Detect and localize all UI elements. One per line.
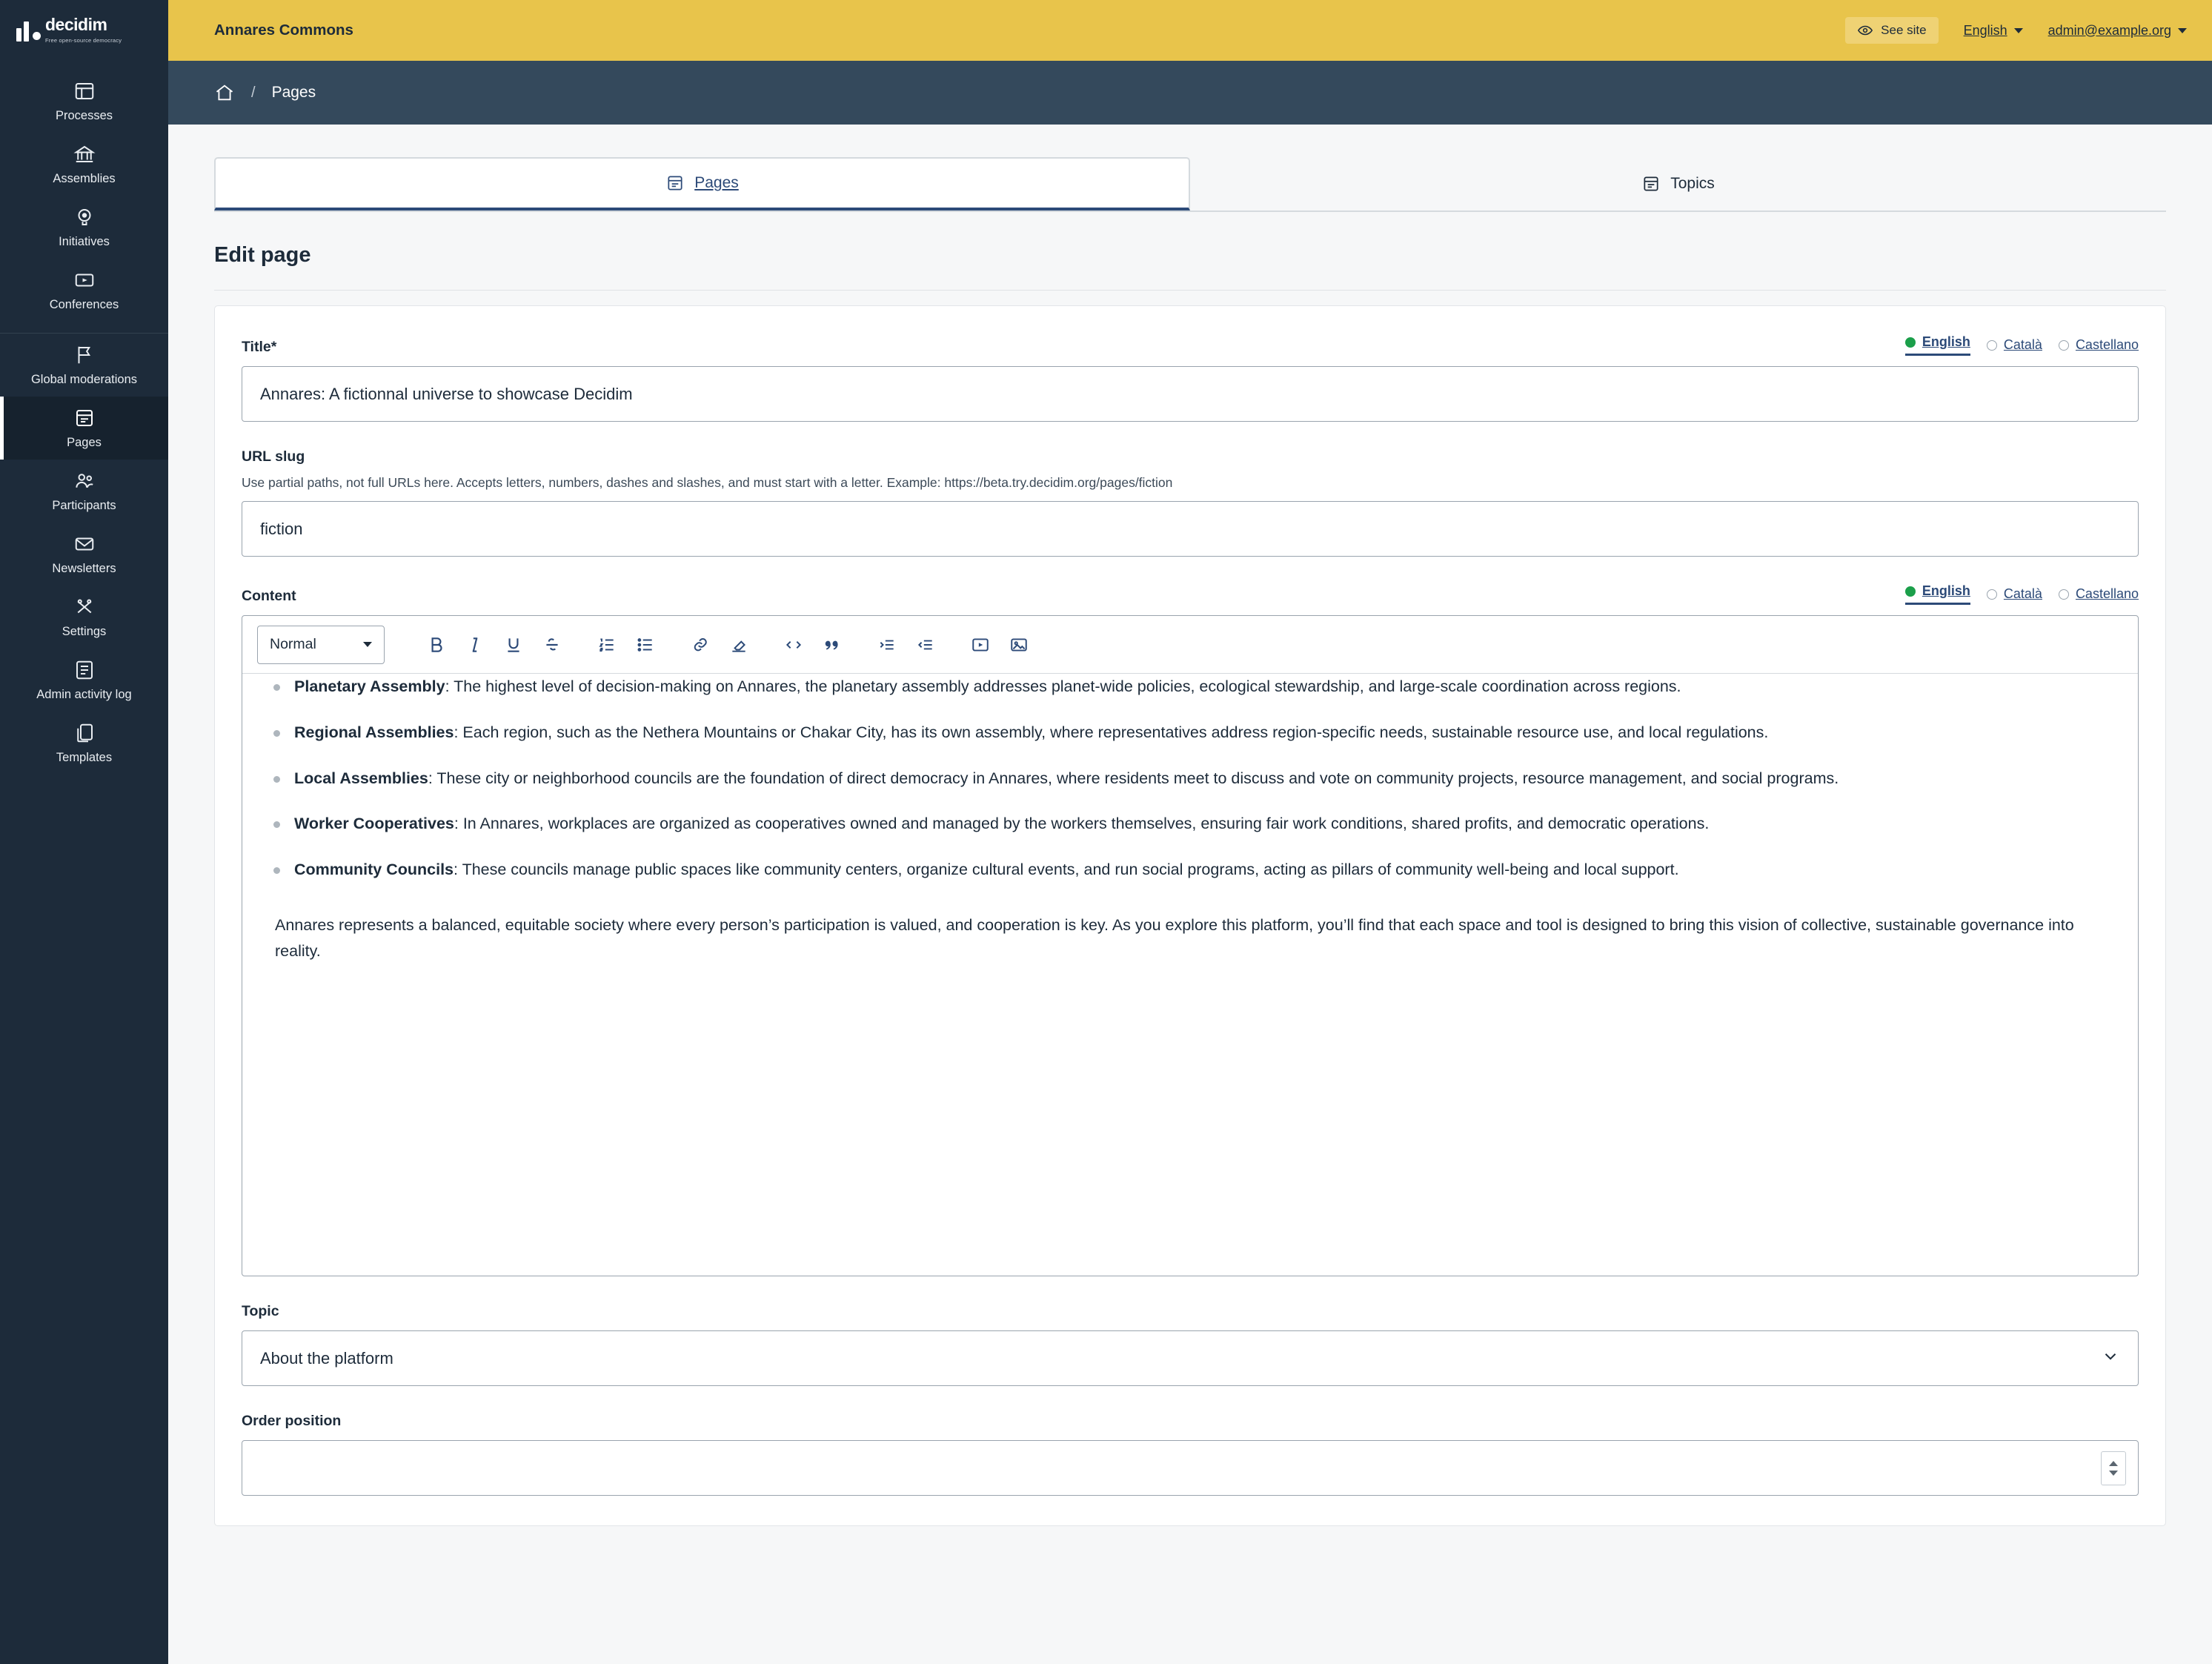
sidebar-item-label: Settings bbox=[62, 625, 107, 639]
decidim-logo[interactable] bbox=[0, 0, 168, 61]
templates-icon bbox=[73, 722, 96, 744]
bullet-list-button[interactable] bbox=[626, 626, 665, 664]
decidim-logo-mark bbox=[16, 19, 41, 42]
logo-tagline: Free open-source democracy bbox=[45, 36, 122, 44]
paragraph-style-select[interactable] bbox=[257, 626, 385, 664]
list-item-term: Regional Assemblies bbox=[294, 723, 454, 741]
chevron-down-icon bbox=[2178, 28, 2187, 33]
stepper-up-icon bbox=[2109, 1461, 2118, 1466]
sidebar-item-pages[interactable] bbox=[0, 397, 168, 460]
see-site-label: See site bbox=[1881, 23, 1927, 37]
link-button[interactable] bbox=[681, 626, 720, 664]
logo-name: decidim bbox=[45, 14, 107, 34]
list-item-term: Local Assemblies bbox=[294, 769, 428, 787]
insert-image-button[interactable] bbox=[1000, 626, 1038, 664]
tab-label: Topics bbox=[1670, 175, 1715, 192]
topic-select-value: About the platform bbox=[260, 1348, 393, 1368]
participants-icon bbox=[73, 470, 96, 492]
bold-button[interactable] bbox=[417, 626, 456, 664]
flag-icon bbox=[73, 344, 96, 366]
locale-radio-icon bbox=[1987, 340, 1997, 351]
blockquote-icon bbox=[823, 635, 842, 654]
locale-tab-catala[interactable] bbox=[1987, 337, 2042, 353]
locale-radio-icon bbox=[1987, 589, 1997, 600]
ordered-list-button[interactable] bbox=[588, 626, 626, 664]
locale-radio-icon bbox=[2059, 589, 2069, 600]
italic-icon bbox=[465, 635, 485, 654]
list-item-text: : These city or neighborhood councils are the foundation of direct democracy in Annares, where residents meet to discuss and vote on community projects, resource management, and social programs. bbox=[428, 769, 1839, 787]
slug-helper-text: Use partial paths, not full URLs here. Accepts letters, numbers, dashes and slashes, and must start with a letter. Example: https://beta.try.decidim.org/pages/fiction bbox=[242, 475, 1173, 490]
list-item-term: Community Councils bbox=[294, 861, 454, 879]
content-label: Content bbox=[242, 588, 296, 604]
slug-label: URL slug bbox=[242, 448, 305, 465]
editor-content[interactable] bbox=[242, 674, 2138, 1276]
assemblies-icon bbox=[73, 143, 96, 165]
list-item bbox=[260, 720, 2120, 746]
breadcrumb-current: Pages bbox=[271, 84, 316, 101]
locale-label: Català bbox=[2003, 586, 2042, 601]
paragraph-style-value: Normal bbox=[270, 636, 316, 652]
editor-toolbar bbox=[242, 616, 2138, 674]
sidebar-item-conferences[interactable] bbox=[0, 259, 168, 322]
rich-text-editor bbox=[242, 615, 2139, 1276]
topic-select[interactable] bbox=[242, 1330, 2139, 1386]
sidebar-item-label: Participants bbox=[52, 498, 116, 512]
topic-label: Topic bbox=[242, 1303, 279, 1319]
conferences-icon bbox=[73, 269, 96, 291]
list-item-text: : Each region, such as the Nethera Mountains or Chakar City, has its own assembly, where representatives address region-specific needs, sustainable resource use, and local regulations. bbox=[454, 723, 1769, 741]
content-area bbox=[168, 125, 2212, 1664]
code-icon bbox=[784, 635, 803, 654]
breadcrumb bbox=[168, 61, 2212, 125]
slug-input-value: fiction bbox=[260, 519, 303, 538]
decidim-logo-text bbox=[45, 16, 122, 45]
bold-icon bbox=[427, 635, 446, 654]
list-item-text: : In Annares, workplaces are organized as cooperatives owned and managed by the workers themselves, ensuring fair work conditions, shared profits, and democratic operations. bbox=[454, 815, 1710, 833]
list-item-text: : These councils manage public spaces like community centers, organize cultural events, and run social programs, acting as pillars of community well-being and local support. bbox=[454, 861, 1679, 879]
sidebar bbox=[0, 0, 168, 1664]
page-icon bbox=[665, 173, 685, 193]
topic-icon bbox=[1641, 174, 1661, 193]
sidebar-item-participants[interactable] bbox=[0, 460, 168, 523]
settings-icon bbox=[73, 596, 96, 618]
see-site-button[interactable] bbox=[1845, 17, 1938, 44]
clear-format-button[interactable] bbox=[720, 626, 758, 664]
sidebar-item-label: Initiatives bbox=[59, 235, 110, 249]
sidebar-item-label: Conferences bbox=[49, 298, 119, 312]
list-item-text: : The highest level of decision-making on Annares, the planetary assembly addresses planet-wide policies, ecological stewardship, and large-scale coordination across regions. bbox=[445, 677, 1681, 695]
content-locale-tabs bbox=[1905, 583, 2139, 605]
video-icon bbox=[971, 635, 990, 654]
ordered-list-icon bbox=[597, 635, 617, 654]
content-field-header bbox=[242, 583, 2139, 605]
locale-label: English bbox=[1922, 583, 1970, 598]
newsletter-icon bbox=[73, 533, 96, 555]
language-selector[interactable] bbox=[1964, 23, 2023, 39]
editor-bullet-list bbox=[260, 674, 2120, 883]
locale-label: English bbox=[1922, 334, 1970, 349]
sidebar-item-label: Global moderations bbox=[30, 372, 138, 386]
list-item bbox=[260, 766, 2120, 792]
sidebar-item-processes[interactable] bbox=[0, 70, 168, 133]
locale-tab-english[interactable] bbox=[1905, 334, 1970, 356]
list-item bbox=[260, 811, 2120, 837]
topbar bbox=[168, 0, 2212, 61]
editor-closing-paragraph: Annares represents a balanced, equitable society where every person’s participation is valued, and cooperation is key. As you explore this platform, you’ll find that each space and tool is designed to bring this vision of collective, sustainable governance into reality. bbox=[275, 916, 2074, 960]
list-item-term: Planetary Assembly bbox=[294, 677, 445, 695]
user-email: admin@example.org bbox=[2047, 22, 2171, 38]
slug-input[interactable] bbox=[242, 501, 2139, 557]
italic-button[interactable] bbox=[456, 626, 494, 664]
code-button[interactable] bbox=[774, 626, 813, 664]
sidebar-nav bbox=[0, 61, 168, 775]
tab-pages[interactable] bbox=[214, 157, 1190, 211]
sidebar-item-admin-activity-log[interactable] bbox=[0, 649, 168, 712]
sidebar-item-templates[interactable] bbox=[0, 712, 168, 775]
title-field-header bbox=[242, 334, 2139, 356]
edit-page-form bbox=[214, 305, 2166, 1526]
locale-tab-english[interactable] bbox=[1905, 583, 1970, 605]
stepper-down-icon bbox=[2109, 1471, 2118, 1476]
locale-label: Castellano bbox=[2075, 586, 2139, 601]
chevron-down-icon bbox=[2014, 28, 2023, 33]
tab-label: Pages bbox=[694, 174, 739, 191]
organization-title: Annares Commons bbox=[214, 21, 353, 39]
sidebar-item-assemblies[interactable] bbox=[0, 133, 168, 196]
title-input[interactable] bbox=[242, 366, 2139, 422]
sidebar-item-label: Templates bbox=[56, 751, 113, 765]
locale-tab-catala[interactable] bbox=[1987, 586, 2042, 602]
strikethrough-icon bbox=[542, 635, 562, 654]
clear-format-icon bbox=[729, 635, 748, 654]
eye-icon bbox=[1857, 22, 1873, 39]
sidebar-item-label: Admin activity log bbox=[36, 688, 132, 702]
main-column bbox=[168, 0, 2212, 1664]
sidebar-item-global-moderations[interactable] bbox=[0, 334, 168, 397]
sidebar-item-initiatives[interactable] bbox=[0, 196, 168, 259]
sidebar-item-label: Pages bbox=[67, 435, 102, 449]
link-icon bbox=[691, 635, 710, 654]
number-stepper[interactable] bbox=[2101, 1451, 2126, 1485]
list-item bbox=[260, 857, 2120, 883]
activity-log-icon bbox=[73, 659, 96, 681]
initiatives-icon bbox=[73, 206, 96, 228]
locale-tab-castellano[interactable] bbox=[2059, 586, 2139, 602]
indent-button[interactable] bbox=[868, 626, 906, 664]
chevron-down-icon bbox=[2101, 1347, 2120, 1370]
sidebar-item-label: Processes bbox=[55, 109, 113, 122]
user-menu[interactable] bbox=[2048, 23, 2187, 39]
outdent-icon bbox=[916, 635, 935, 654]
sidebar-item-newsletters[interactable] bbox=[0, 523, 168, 586]
title-input-value: Annares: A fictionnal universe to showcase Decidim bbox=[260, 384, 633, 403]
order-position-label: Order position bbox=[242, 1413, 342, 1429]
outdent-button[interactable] bbox=[906, 626, 945, 664]
list-item-term: Worker Cooperatives bbox=[294, 815, 454, 833]
locale-radio-icon bbox=[1905, 586, 1916, 597]
pages-icon bbox=[73, 407, 96, 429]
home-icon[interactable] bbox=[214, 82, 235, 103]
bullet-list-icon bbox=[636, 635, 655, 654]
underline-icon bbox=[504, 635, 523, 654]
underline-button[interactable] bbox=[494, 626, 533, 664]
breadcrumb-separator: / bbox=[251, 84, 256, 101]
blockquote-button[interactable] bbox=[813, 626, 851, 664]
sidebar-item-label: Assemblies bbox=[53, 172, 116, 186]
indent-icon bbox=[877, 635, 897, 654]
page-title: Edit page bbox=[214, 243, 2166, 291]
topbar-actions bbox=[1845, 17, 2187, 44]
locale-tab-castellano[interactable] bbox=[2059, 337, 2139, 353]
tab-topics[interactable] bbox=[1190, 157, 2166, 211]
sidebar-item-label: Newsletters bbox=[52, 561, 116, 575]
image-icon bbox=[1009, 635, 1029, 654]
chevron-down-icon bbox=[363, 642, 372, 647]
locale-label: Català bbox=[2003, 337, 2042, 352]
locale-radio-icon bbox=[2059, 340, 2069, 351]
tab-bar bbox=[214, 157, 2166, 212]
strikethrough-button[interactable] bbox=[533, 626, 571, 664]
insert-video-button[interactable] bbox=[961, 626, 1000, 664]
locale-label: Castellano bbox=[2075, 337, 2139, 352]
order-position-input[interactable] bbox=[242, 1440, 2139, 1496]
sidebar-item-settings[interactable] bbox=[0, 586, 168, 649]
title-locale-tabs bbox=[1905, 334, 2139, 356]
locale-radio-icon bbox=[1905, 337, 1916, 348]
language-value: English bbox=[1963, 22, 2007, 38]
list-item bbox=[260, 674, 2120, 700]
title-label: Title* bbox=[242, 339, 277, 355]
processes-icon bbox=[73, 80, 96, 102]
